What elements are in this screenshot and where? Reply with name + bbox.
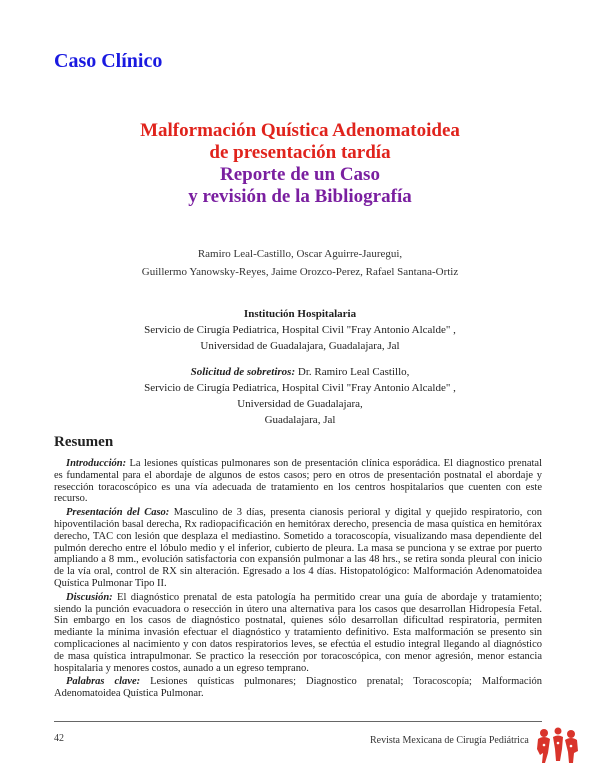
discussion-label: Discusión: <box>66 591 113 603</box>
abstract-keywords <box>54 676 542 700</box>
footer-divider <box>54 721 542 722</box>
case-text: Masculino de 3 días, presenta cianosis perioral y digital y quejido respiratorio, con hipoventilación basal derecha, Rx radiopacificación en hemitórax derecho, presencia de masa quística en hemitórax derecho, TAC con lesión que desplaza el mediastino. Sometido a toracoscopía, visualizando masa dependiente del pulmón derecho entre el lóbulo medio y el inferior, cubierto de pleura. La masa se punciona y se extrae por puerto ampliando a 8 mm., evolución satisfactoria con expansión pulmonar a las 48 hrs., se retira sonda pleural con inicio de la vía oral, control de RX sin alteración. Egresado a los 4 días. Histopatológico: Malformación Adenomatoidea Quística Pulmonar Tipo II. <box>54 507 542 589</box>
journal-logo-icon <box>534 725 580 765</box>
authors-line-1: Ramiro Leal-Castillo, Oscar Aguirre-Jauregui, <box>197 248 403 260</box>
case-label: Presentación del Caso: <box>66 507 170 519</box>
abstract-case <box>54 507 542 590</box>
reprint-name: Dr. Ramiro Leal Castillo, <box>295 366 410 378</box>
title-line-1: Malformación Quística Adenomatoidea <box>140 120 460 141</box>
intro-label: Introducción: <box>66 458 127 469</box>
authors <box>0 245 600 281</box>
title-line-2: de presentación tardía <box>209 142 391 163</box>
article-title <box>0 120 600 208</box>
journal-name: Revista Mexicana de Cirugía Pediátrica <box>370 735 529 746</box>
title-line-4: y revisión de la Bibliografía <box>188 186 412 207</box>
reprint-request <box>0 364 600 428</box>
reprint-line-1: Servicio de Cirugía Pediatrica, Hospital Civil "Fray Antonio Alcalde" , <box>144 382 456 394</box>
abstract-body <box>54 458 542 702</box>
intro-text: La lesiones quísticas pulmonares son de presentación clínica esporádica. El diagnostico prenatal es fundamental para el abordaje de algunos de estos casos; pero en otros de presentación postnatal el abordaje y resección toracoscópico es una vía adecuada de tratamiento en los centros hospitalarios que cuenten con este recurso. <box>54 458 542 505</box>
keywords-label: Palabras clave: <box>66 676 141 688</box>
reprint-label: Solicitud de sobretiros: <box>190 366 296 378</box>
reprint-line-2: Universidad de Guadalajara, <box>237 398 363 410</box>
institution <box>0 306 600 354</box>
institution-heading: Institución Hospitalaria <box>243 308 357 320</box>
abstract-discussion <box>54 592 542 675</box>
discussion-text: El diagnóstico prenatal de esta patología ha permitido crear una guía de abordaje y tratamiento; siendo la punción evacuadora o resección in útero una alternativa para los casos que desarrollan Hidropesía Fetal. Sin embargo en los casos de diagnóstico postnatal, quienes sólo desarrollan dificultad respiratoria, permiten mediante la mínima invasión efectuar el diagnóstico y tratamiento definitivo. Esta malformación se presento sin complicaciones al nacimiento y con datos respiratorios leves, se efectúa el estudio integral llegando al diagnóstico de masa quística intrapulmonar. Se practico la resección por toracoscópica, con menor agresión, menor estancia hospitalaria y menores costos, aunado a un egreso temprano. <box>54 591 542 674</box>
reprint-line-3: Guadalajara, Jal <box>264 414 336 426</box>
page-number: 42 <box>54 733 64 744</box>
title-line-3: Reporte de un Caso <box>220 164 380 185</box>
section-label: Caso Clínico <box>54 50 163 72</box>
institution-line-2: Universidad de Guadalajara, Guadalajara, Jal <box>200 340 400 352</box>
institution-line-1: Servicio de Cirugía Pediatrica, Hospital Civil "Fray Antonio Alcalde" , <box>144 324 456 336</box>
abstract-introduction <box>54 458 542 505</box>
keywords-text: Lesiones quísticas pulmonares; Diagnostico prenatal; Toracoscopía; Malformación Adenomatoidea Quística Pulmonar. <box>54 676 542 700</box>
abstract-heading: Resumen <box>54 434 114 450</box>
authors-line-2: Guillermo Yanowsky-Reyes, Jaime Orozco-Perez, Rafael Santana-Ortiz <box>141 266 459 278</box>
